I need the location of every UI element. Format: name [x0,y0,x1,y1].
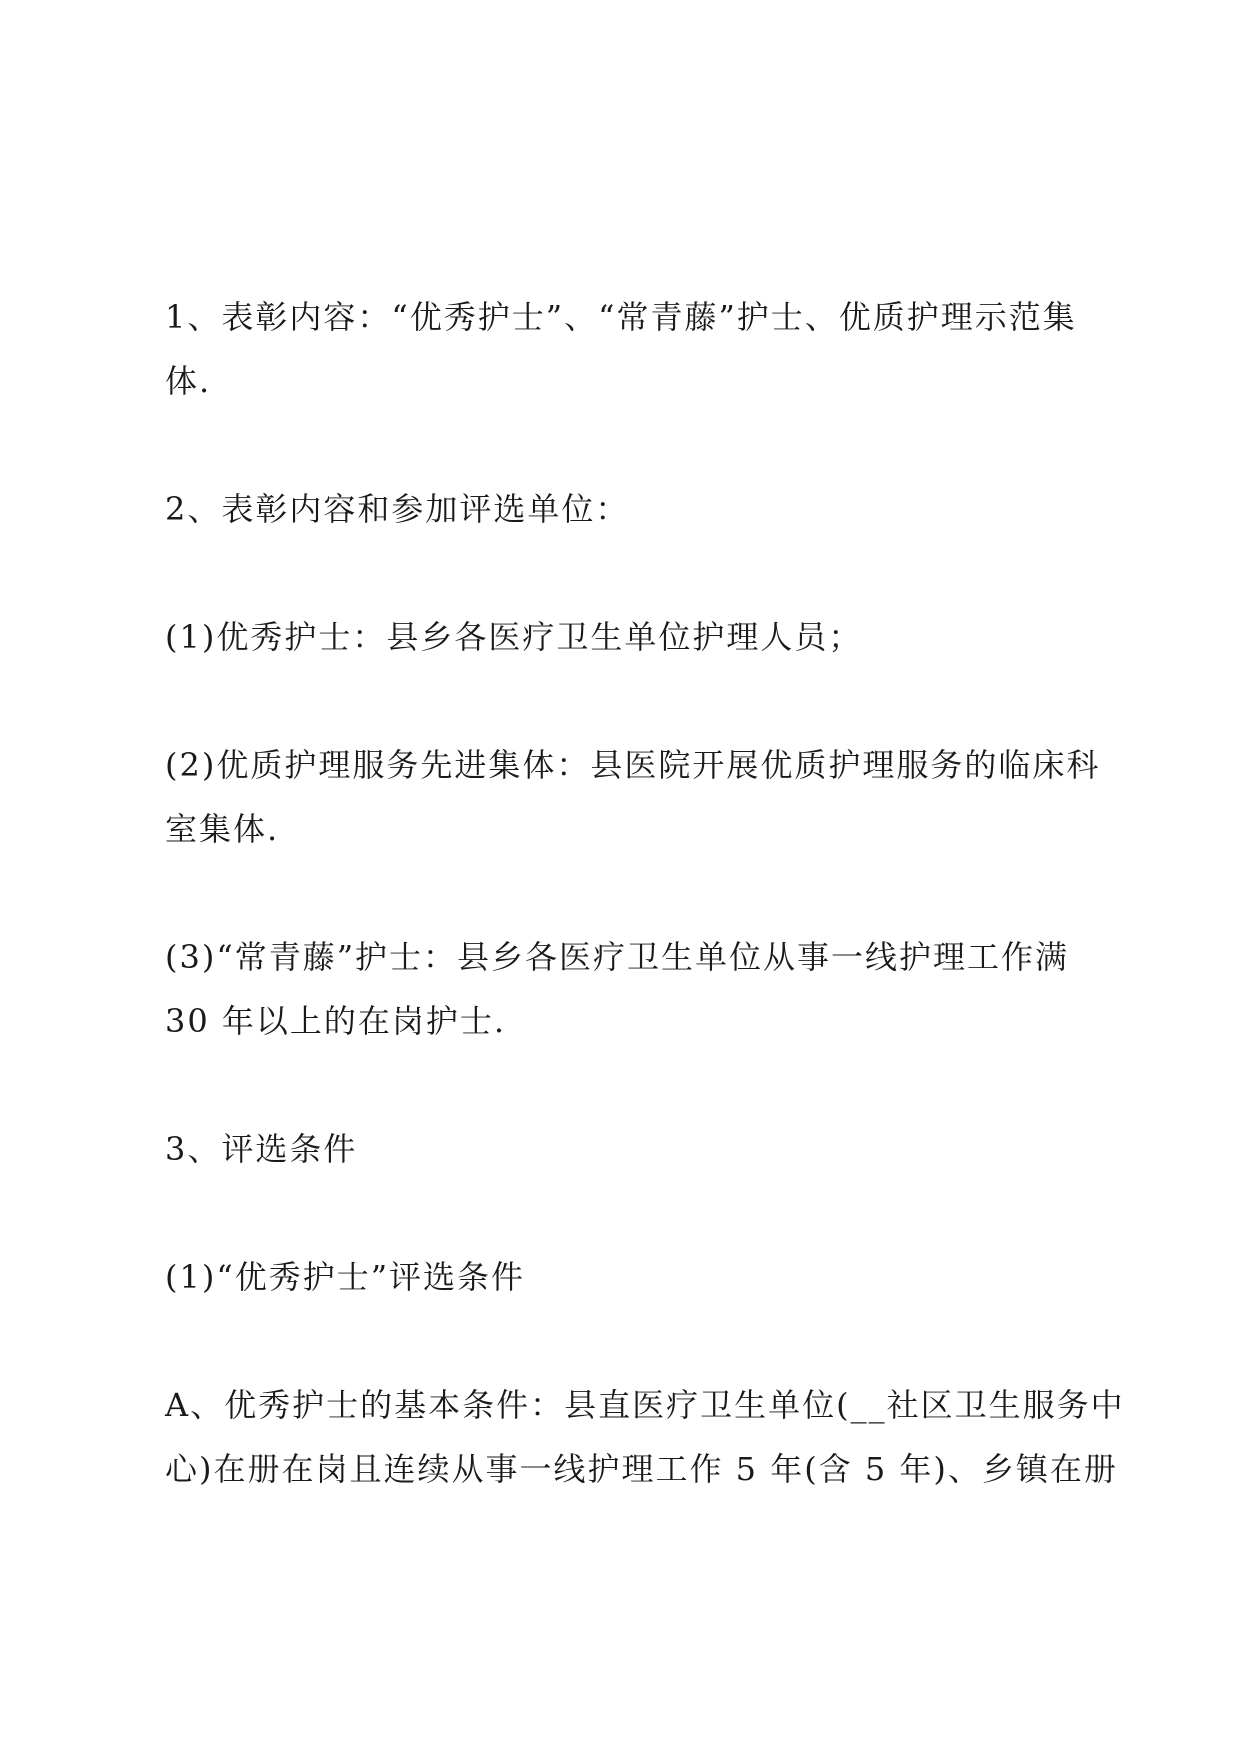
text-line: A、优秀护士的基本条件：县直医疗卫生单位(__社区卫生服务中 [165,1386,1125,1424]
paragraph-advanced-collective [165,733,1101,861]
paragraph-spacer [165,1053,1095,1117]
paragraph-criteria-heading [165,1117,1095,1181]
text-line: 2、表彰内容和参加评选单位： [165,490,630,528]
paragraph-excellent-nurse-criteria [165,1245,1095,1309]
paragraph-spacer [165,669,1095,733]
text-line: 室集体. [165,810,280,848]
text-line: 1、表彰内容：“优秀护士”、“常青藤”护士、优质护理示范集 [165,298,1077,336]
paragraph-spacer [165,1309,1095,1373]
paragraph-evergreen-nurse [165,925,1095,1053]
text-line: (2)优质护理服务先进集体：县医院开展优质护理服务的临床科 [165,746,1101,784]
paragraph-spacer [165,861,1095,925]
paragraph-excellent-nurse [165,605,1095,669]
text-line: (1)“优秀护士”评选条件 [165,1258,526,1296]
document-body [165,285,1125,1501]
text-line: 心)在册在岗且连续从事一线护理工作 5 年(含 5 年)、乡镇在册 [165,1450,1118,1488]
paragraph-spacer [165,413,1095,477]
paragraph-commendation-content [165,285,1095,413]
text-line: 3、评选条件 [165,1130,358,1168]
text-line: (3)“常青藤”护士：县乡各医疗卫生单位从事一线护理工作满 [165,938,1070,976]
paragraph-units-heading [165,477,1095,541]
text-line: 30 年以上的在岗护士. [165,1002,507,1040]
text-line: 体. [165,362,212,400]
paragraph-spacer [165,541,1095,605]
paragraph-spacer [165,1181,1095,1245]
text-line: (1)优秀护士：县乡各医疗卫生单位护理人员； [165,618,863,656]
paragraph-basic-conditions [165,1373,1125,1501]
